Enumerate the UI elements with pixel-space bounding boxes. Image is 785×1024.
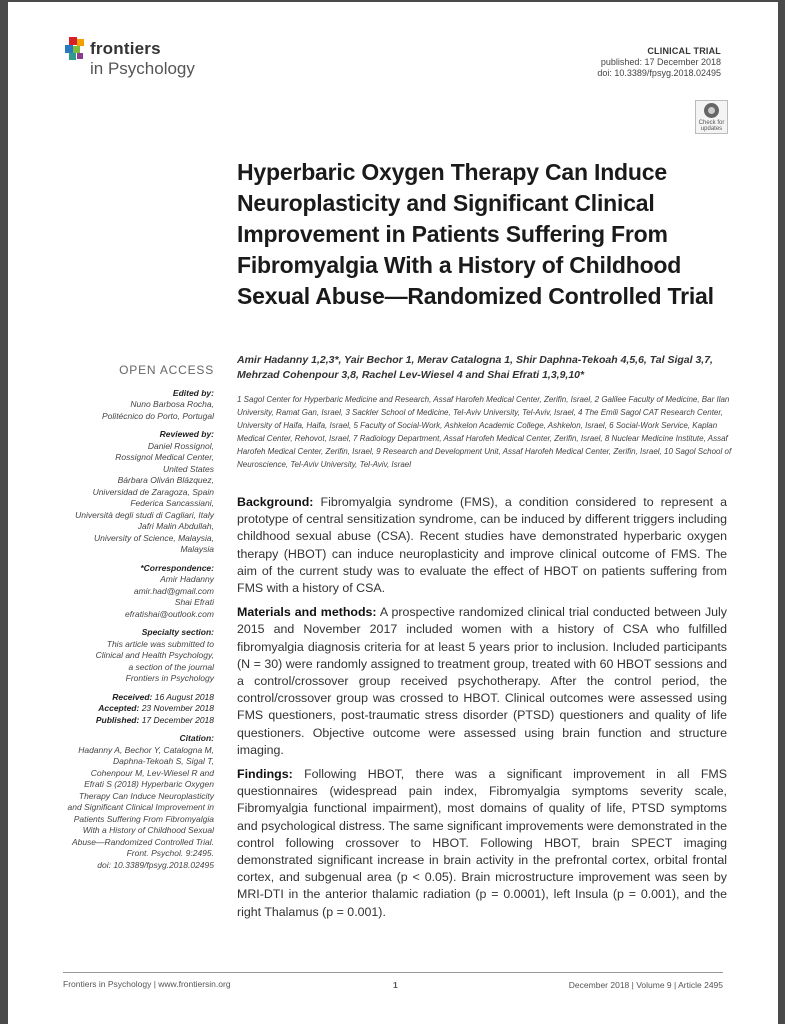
logo-text-journal: in Psychology (90, 59, 195, 78)
editor-name: Nuno Barbosa Rocha, (130, 399, 214, 409)
citation-line: Abuse—Randomized Controlled Trial. (71, 836, 214, 847)
logo-text-frontiers: frontiers (90, 39, 161, 58)
check-updates-line1: Check for (698, 120, 725, 126)
article-type: CLINICAL TRIAL (647, 46, 721, 56)
specialty-section-label: Specialty section: (141, 627, 214, 637)
citation-line: Front. Psychol. 9:2495. (126, 848, 214, 858)
published-date: published: 17 December 2018 (600, 57, 721, 67)
citation-line: Hadanny A, Bechor Y, Catalogna M, (78, 744, 214, 755)
citation-line: Patients Suffering From Fibromyalgia (73, 813, 214, 824)
accepted-label: Accepted: (98, 703, 140, 713)
received-date: 16 August 2018 (154, 691, 214, 702)
dates-block (44, 692, 214, 727)
specialty-line: Frontiers in Psychology (125, 673, 214, 683)
correspondent-name: Amir Hadanny (160, 574, 214, 584)
abstract-background (237, 494, 727, 597)
specialty-line: This article was submitted to (106, 638, 214, 649)
reviewed-by-label: Reviewed by: (159, 429, 214, 439)
doi[interactable]: doi: 10.3389/fpsyg.2018.02495 (597, 68, 721, 78)
correspondent-name: Shai Efrati (174, 597, 214, 607)
page-number: 1 (393, 980, 398, 990)
abstract-methods (237, 604, 727, 759)
citation-line: Cohenpour M, Lev-Wiesel R and (90, 767, 214, 778)
citation-doi-link[interactable]: doi: 10.3389/fpsyg.2018.02495 (97, 859, 214, 870)
methods-label: Materials and methods: (237, 605, 377, 620)
findings-label: Findings: (237, 767, 293, 782)
citation-line: Therapy Can Induce Neuroplasticity (78, 790, 214, 801)
correspondent-email-link[interactable]: efratishai@outlook.com (125, 608, 214, 619)
findings-text: Following HBOT, there was a significant improvement in all FMS questionnaires (widespread pain index, Fibromyalgia symptoms severity scale, Fibromyalgia functional impairment), most domains of quality of life, PTSD symptoms and psychological distress. The same significant improvements were demonstrated in the control following crossover to HBOT. Following HBOT, brain SPECT imaging demonstrated significant increase in brain activity in the prefrontal cortex, orbital frontal cortex, and subgenual area (p < 0.05). Brain microstructure improvement was seen by MRI-DTI in the anterior thalamic radiation (p = 0.0001), left Insula (p = 0.001), and the right Thalamus (p = 0.001). (237, 767, 727, 919)
citation-line: Efrati S (2018) Hyperbaric Oxygen (84, 779, 214, 789)
correspondence-label: *Correspondence: (140, 562, 214, 573)
published-label: Published: (95, 714, 140, 725)
methods-text: A prospective randomized clinical trial conducted between July 2015 and November 2017 included women with a history of CSA who fulfilled fibromyalgia diagnosis criteria for at least 5 years prior to inclusion. Included participants (N = 30) were randomly assigned to treatment group, treated with 60 HBOT sessions and a control/crossover group received psychotherapy. After the control period, the control/crossover group was crossed to HBOT. Clinical outcomes were assessed using FMS questioners, post-traumatic stress disorder (PTSD) questioners and quality of life questioners. Objective outcome were assessed using brain function and structure imaging. (237, 605, 727, 757)
accepted-date: 23 November 2018 (141, 703, 214, 713)
reviewer-line: United States (162, 463, 214, 474)
background-text: Fibromyalgia syndrome (FMS), a condition considered to represent a prototype of central sensitization syndrome, can be induced by different triggers including childhood sexual abuse (CSA). Recent studies have demonstrated hyperbaric oxygen therapy (HBOT) can induce neuroplasticity and improve clinical outcome of FMS. The aim of the current study was to evaluate the effect of HBOT on patients suffering from FMS with a history of CSA. (237, 495, 727, 596)
author-list: Amir Hadanny 1,2,3*, Yair Bechor 1, Merav Catalogna 1, Shir Daphna-Tekoah 4,5,6, Tal Sigal 3,7, Mehrzad Cohenpour 3,8, Rachel Lev-Wiesel 4 and Shai Efrati 1,3,9,10* (237, 354, 713, 381)
page-footer (63, 972, 723, 989)
background-label: Background: (237, 495, 314, 509)
open-access-label: OPEN ACCESS (119, 363, 214, 377)
sidebar-info (44, 365, 214, 871)
footer-journal-link[interactable]: Frontiers in Psychology | www.frontiersin.org (63, 979, 231, 989)
specialty-line: Clinical and Health Psychology, (95, 650, 214, 660)
affiliations: 1 Sagol Center for Hyperbaric Medicine and Research, Assaf Harofeh Medical Center, Zerifin, Israel, 2 Galilee Faculty of Medicine, Bar Ilan University, Ramat Gan, Israel, 3 Sackler School of Medicine, Tel-Aviv University, Tel-Aviv, Israel, 4 The Emili Sagol CAT Research Center, University of Haifa, Haifa, Israel, 5 Faculty of Social-Work, Ashkelon Academic College, Ashkelon, Israel, 6 Social-Work Service, Kaplan Medical Center, Rehovot, Israel, 7 Radiology Department, Assaf Harofeh Medical Center, Zerifin, Israel, 8 Nuclear Medicine Institute, Assaf Harofeh Medical Center, Zerifin, Israel, 9 Research and Development Unit, Assaf Harofeh Medical Center, Zerifin, Israel, 10 Sagol School of Neuroscience, Tel-Aviv University, Tel-Aviv, Israel (237, 395, 732, 469)
editor-affiliation: Politécnico do Porto, Portugal (102, 410, 214, 421)
reviewer-line: Universidad de Zaragoza, Spain (92, 486, 214, 497)
edited-by-label: Edited by: (172, 387, 214, 398)
reviewer-line: University of Science, Malaysia, (94, 532, 214, 543)
abstract (237, 494, 727, 928)
specialty-line: a section of the journal (128, 661, 214, 672)
reviewer-line: Università degli studi di Cagliari, Italy (75, 509, 214, 520)
citation-line: and Significant Clinical Improvement in (67, 802, 214, 812)
received-label: Received: (112, 691, 153, 702)
reviewer-line: Malaysia (180, 544, 214, 554)
check-updates-icon (704, 103, 719, 118)
paper-page (8, 2, 778, 1024)
check-updates-line2: updates (700, 126, 723, 132)
citation-line: Daphna-Tekoah S, Sigal T, (113, 756, 214, 766)
abstract-findings (237, 766, 727, 921)
footer-issue-info: December 2018 | Volume 9 | Article 2495 (568, 980, 723, 990)
citation-line: With a History of Childhood Sexual (82, 825, 214, 835)
reviewer-line: Bárbara Oliván Blázquez, (117, 475, 214, 485)
article-meta (597, 46, 721, 79)
article-title: Hyperbaric Oxygen Therapy Can Induce Neuroplasticity and Significant Clinical Improvement in Patients Suffering From Fibromyalgia With a History of Childhood Sexual Abuse—Randomized Controlled Trial (237, 159, 714, 309)
reviewer-line: Jafri Malin Abdullah, (137, 521, 214, 531)
correspondent-email-link[interactable]: amir.had@gmail.com (133, 585, 214, 596)
check-for-updates-button[interactable] (695, 100, 728, 134)
reviewer-line: Rossignol Medical Center, (115, 452, 214, 462)
published-date-sidebar: 17 December 2018 (141, 714, 214, 725)
citation-label: Citation: (179, 733, 214, 743)
frontiers-logo-icon (63, 37, 89, 63)
reviewer-line: Federica Sancassiani, (130, 498, 214, 508)
reviewer-line: Daniel Rossignol, (147, 440, 214, 451)
